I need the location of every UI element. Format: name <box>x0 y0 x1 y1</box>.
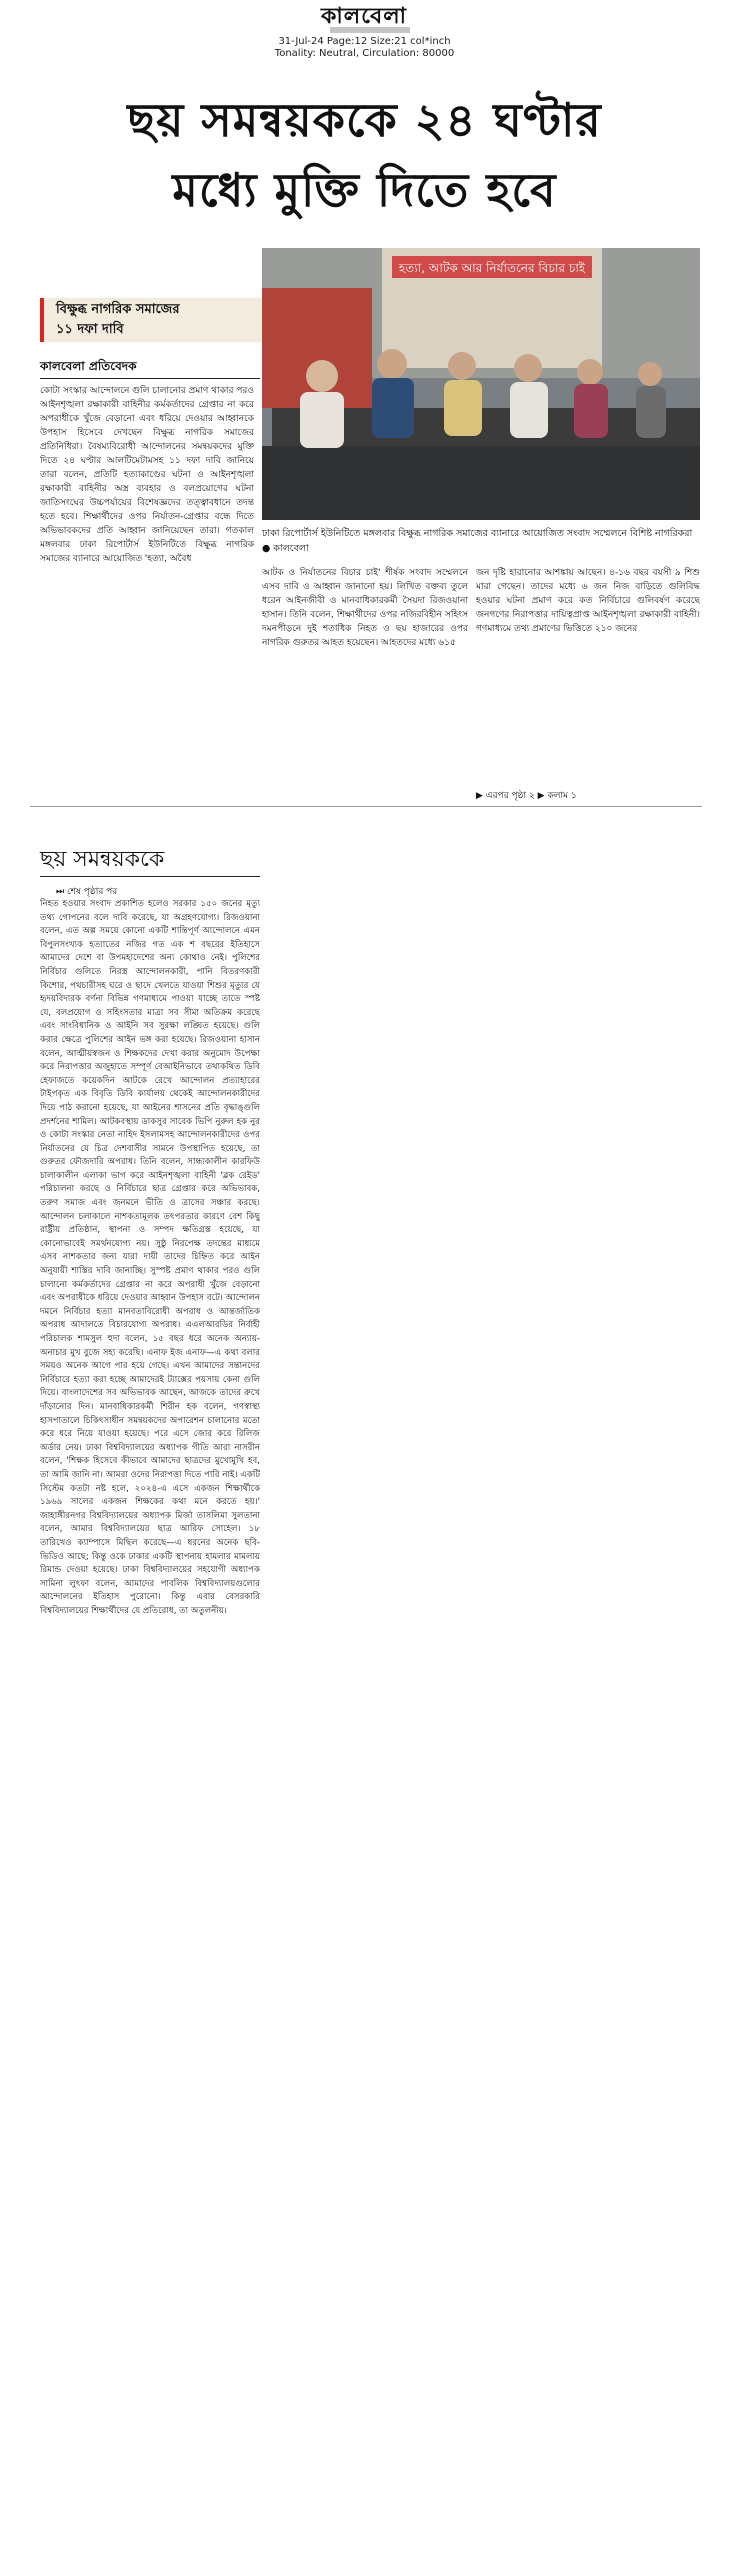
caption-credit: ● কালবেলা <box>262 543 309 554</box>
photo-caption <box>262 526 700 556</box>
subhead-line-2: ১১ দফা দাবি <box>56 322 124 337</box>
subhead-line-1: বিক্ষুব্ধ নাগরিক সমাজের <box>56 302 180 317</box>
headline-line-2: মধ্যে মুক্তি দিতে হবে <box>172 163 557 217</box>
clipping-divider <box>30 806 702 807</box>
photo-banner-text: হত্যা, আটক আর নির্যাতনের বিচার চাই <box>398 261 586 275</box>
jump-story-title: ছয় সমন্বয়ককে <box>40 847 165 872</box>
article-column-1: কোটা সংস্কার আন্দোলনে গুলি চালানোর প্রমাণ থাকার পরও আইনশৃঙ্খলা রক্ষাকারী বাহিনীর কর্মকর্তাদের গ্রেপ্তার না করে অপরাধীকে খুঁজে বেড়ানো এবং ধরিয়ে দেওয়ার আহ্বানকে উপহাস হিসেবে দেখছেন বিক্ষুব্ধ নাগরিক সমাজের প্রতিনিধিরা। বৈষম্যবিরোধী আন্দোলনের সমন্বয়কদের মুক্তি দিতে ২৪ ঘণ্টার আলটিমেটামসহ ১১ দফা দাবি জানিয়ে তারা বলেন, প্রতিটি হত্যাকাণ্ডের ঘটনা ও আইনশৃঙ্খলা রক্ষাকারী বাহিনীর অস্ত্র ব্যবহার ও বলপ্রয়োগের ঘটনা জাতিসংঘের উচ্চপর্যায়ের বিশেষজ্ঞদের তত্ত্বাবধানে তদন্ত হতে হবে। শিক্ষার্থীদের ওপর নির্যাতন-গ্রেপ্তার বন্ধে দিতে অভিভাবকদের প্রতি আহ্বান জানিয়েছেন তারা। গতকাল মঙ্গলবার ঢাকা রিপোর্টার্স ইউনিটিতে বিক্ষুব্ধ নাগরিক সমাজের ব্যানারে আয়োজিত 'হত্যা, অবৈধ <box>40 386 254 564</box>
headline-line-1: ছয় সমন্বয়ককে ২৪ ঘণ্টার <box>127 93 602 147</box>
clipping-date-line: 31-Jul-24 Page:12 Size:21 col*inch <box>278 36 451 47</box>
byline: কালবেলা প্রতিবেদক <box>40 359 137 373</box>
continued-from-note: ⏭ শেষ পৃষ্ঠার পর <box>56 887 118 897</box>
jump-title-rule <box>40 876 260 877</box>
jump-story-body: নিহত হওয়ার সংবাদ প্রকাশিত হলেও সরকার ১৫০ জনের মৃত্যু তথ্য গোপনের বলে দাবি করেছে, যা অগ্রহণযোগ্য। রিজওয়ানা বলেন, এত অল্প সময়ে কোনো একটি শান্তিপূর্ণ আন্দোলনে এমন বিপুলসংখ্যক হত্যাতের নজির গত এক শ বছরের ইতিহাসে আমাদের দেশে বা উপমহাদেশের অন্য কোথাও নেই। পুলিশের নির্বিচার গুলিতে নিরস্ত্র আন্দোলনকারী, পানি বিতরণকারী কিশোর, পথচারীসহ ঘরে ও ছাদে খেলতে যাওয়া শিশুর মৃত্যুর যে হৃদয়বিদারক বর্ণনা বিভিন্ন গণমাধ্যমে পাওয়া যাচ্ছে তাতে স্পষ্ট যে, বলপ্রয়োগ ও সহিংসতার মাত্রা সব সীমা অতিক্রম করেছে এবং সাংবিধানিক ও আইনি সব সুরক্ষা লঙ্ঘিত হয়েছে। গুলি করার ক্ষেত্রে পুলিশের আইন ভঙ্গ করা হয়েছে। রিজওয়ানা হাসান বলেন, আত্মীয়স্বজন ও শিক্ষকদের দেখা করার অনুমোদ উপেক্ষা করে নিরাপত্তার অজুহাতে সম্পূর্ণ বেআইনিভাবে তথাকথিত ডিবি হেফাজতে কয়েকদিন আটকে রেখে আন্দোলন প্রত্যাহারের টাইপকৃত এক বিবৃতি ডিবি কার্যালয় থেকেই আন্দোলনকারীদের দিয়ে পাঠ করানো হয়েছে, যা আইনের শাসনের প্রতি বৃদ্ধাঙ্গুলি প্রদর্শনের শামিল। আটকবস্থায় ডাকসুর সাবেক ভিপি নুরুল হক নুর ও কোটা সংস্কার নেতা নাহিদ ইসলামসহ আন্দোলনকারীদের ওপর নির্যাতনের যে চিত্র দেশবাসীর সামনে উপস্থাপিত হয়েছে, তা গুরুতর ফৌজদারি অপরাধ। তিনি বলেন, সান্ধ্যকালীন কারফিউ চালাকালীন এলাকা ভাগ করে আইনশৃঙ্খলা বাহিনী 'ব্লক রেইড' পরিচালনা করছে ও নির্বিচারে ছাত্র গ্রেপ্তার করে অভিভাবক, তরুণ সমাজ এবং জনমনে ভীতি ও ত্রাসের সঞ্চার করছে। আন্দোলন চলাকালে নাশকতামূলক তৎপরতার কারণে বেশ কিছু রাষ্ট্রীয় প্রতিষ্ঠান, স্থাপনা ও সম্পদ ক্ষতিগ্রস্ত হয়েছে, যা কোনোভাবেই সমর্থনযোগ্য নয়। সুষ্ঠু নিরপেক্ষ তদন্তের মাধ্যমে এসব নাশকতার জন্য যারা দায়ী তাদের চিহ্নিত করে আইন অনুযায়ী শাস্তির দাবি জানাচ্ছি। সুস্পষ্ট প্রমাণ থাকার পরও গুলি চালানো কর্মকর্তাদের গ্রেপ্তার না করে অপরাধী খুঁজে বেড়ানো এবং অপরাধীকে ধরিয়ে দেওয়ার আহ্বান উপহাস বটে। আন্দোলন দমনে নির্বিচার হত্যা মানবতাবিরোধী অপরাধ ও আন্তর্জাতিক অপরাধ আদালতে বিচারযোগ্য অপরাধ। এএলআরডির নির্বাহী পরিচালক শামসুল হুদা বলেন, ১৫ বছর ধরে অনেক অন্যায়-অনাচার মুখ বুজে সহ্য করেছি। এনাফ ইজ এনাফ—এ কথা বলার সময়ও অনেক আগে পার হয়ে গেছে। এখন আমাদের সন্তানদের নির্বিচারে হত্যা করা হচ্ছে আমাদেরই ট্যাক্সের পয়সায় কেনা গুলি দিয়ে। বাংলাদেশের সব অভিভাবক আছেন, আজকে তাদের রুখে দাঁড়ানোর দিন। মানবাধিকারকর্মী শিরীন হক বলেন, গণস্বাস্থ্য হাসপাতালে চিকিৎসাধীন সমন্বয়কদের অপারেশন চালানোর মতো করে ধরে নিয়ে যাওয়া হয়েছে। পরে এসে জোর করে রিলিজ অর্ডার নেয়। ঢাকা বিশ্ববিদ্যালয়ের অধ্যাপক গীতি আরা নাসরীন বলেন, 'শিক্ষক হিসেবে কীভাবে আমাদের ছাত্রদের মুখোমুখি হব, তা আমি জানি না। আমরা ওদের নিরাপত্তা দিতে পারি নাই। একটি সিস্টেম কতটা নষ্ট হলে, ২০২৪-এ এসে একজন শিক্ষার্থীকে ১৯৬৯ সালের একজন শিক্ষকের কথা মনে করতে হয়।' জাহাঙ্গীরনগর বিশ্ববিদ্যালয়ের অধ্যাপক মির্জা তাসলিমা সুলতানা বলেন, আমার বিশ্ববিদ্যালয়ের ছাত্র আরিফ সোহেল। ১৮ তারিখেও ক্যাম্পাসে মিছিল করেছে—এ ধরনের অনেক ছবি-ভিডিও আছে; কিন্তু ওকে ঢাকার একটি স্থাপনায় হামলার মামলায় রিমান্ড দেওয়া হয়েছে। ঢাকা বিশ্ববিদ্যালয়ের সহযোগী অধ্যাপক সামিনা লুৎফা বলেন, আমাদের পাবলিক বিশ্ববিদ্যালয়গুলোর আন্দোলনের ইতিহাস পুরোনো। কিন্তু এবার বেসরকারি বিশ্ববিদ্যালয়ের শিক্ষার্থীদের যে প্রতিরোধ, তা অতুলনীয়। <box>40 899 260 1616</box>
press-conference-photo <box>262 248 700 520</box>
continued-on-note: ▶ এরপর পৃষ্ঠা ২ ▶ কলাম ১ <box>476 791 577 801</box>
byline-rule <box>40 378 260 379</box>
clipping-tonality-line: Tonality: Neutral, Circulation: 80000 <box>274 48 455 59</box>
newspaper-logo: কালবেলা <box>320 4 408 29</box>
caption-text: ঢাকা রিপোর্টার্স ইউনিটিতে মঙ্গলবার বিক্ষুব্ধ নাগরিক সমাজের ব্যানারে আয়োজিত সংবাদ সম্মেলনে বিশিষ্ট নাগরিকরা <box>262 528 693 539</box>
article-column-2: আটক ও নির্যাতনের বিচার চাই' শীর্ষক সংবাদ সম্মেলনে এসব দাবি ও আহ্বান জানানো হয়। লিখিত বক্তব্য তুলে ধরেন আইনজীবী ও মানবাধিকারকর্মী সৈয়দা রিজওয়ানা হাসান। তিনি বলেন, শিক্ষার্থীদের ওপর নজিরবিহীন সহিংস দমনপীড়নে দুই শতাধিক নিহত ও ছয় হাজারের ওপর নাগরিক গুরুতর আহত হয়েছেন। আহতদের মধ্যে ৬১৫ <box>262 568 468 648</box>
photo-illustration <box>262 248 700 520</box>
article-column-3: জন দৃষ্টি হারানোর আশঙ্কায় আছেন। ৪-১৬ বছর বয়সী ৯ শিশু মারা গেছেন। তাদের মধ্যে ৬ জন নিজ বাড়িতে গুলিবিদ্ধ হওয়ার ঘটনা প্রমাণ করে কত নির্বিচারে গুলিবর্ষণ করেছে জনগণের নিরাপত্তার দায়িত্বপ্রাপ্ত আইনশৃঙ্খলা রক্ষাকারী বাহিনী। গণমাধ্যমে তথ্য প্রমাণের ভিত্তিতে ২১০ জনের <box>476 568 700 634</box>
logo-tagline-bar <box>330 27 410 33</box>
